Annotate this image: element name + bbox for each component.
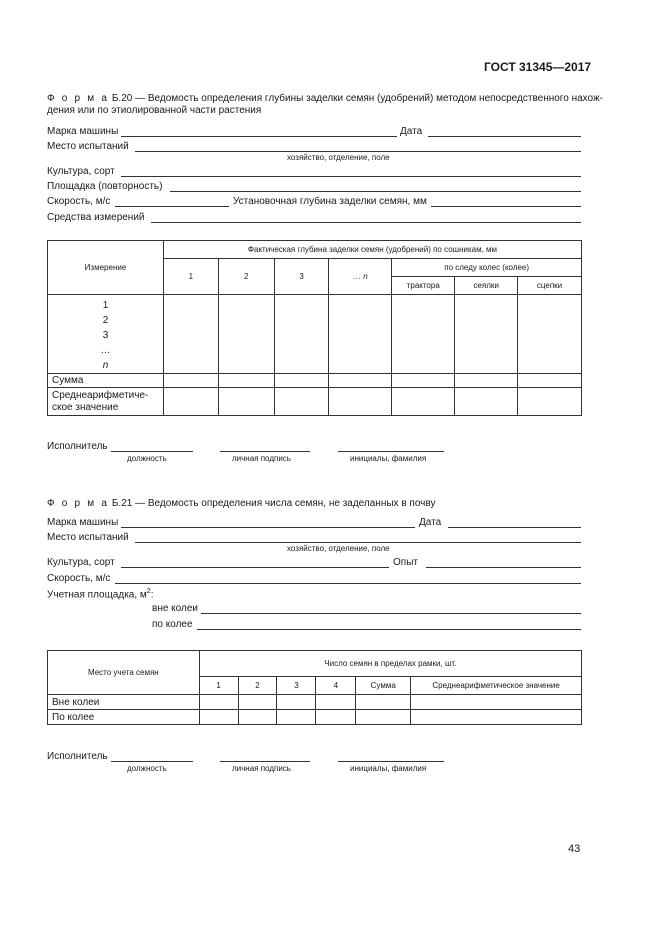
cell[interactable] xyxy=(274,295,329,374)
cell[interactable] xyxy=(316,710,356,725)
form21-title xyxy=(47,498,435,509)
cell[interactable] xyxy=(392,295,455,374)
form20-place-label: Место испытаний xyxy=(47,141,129,152)
cell[interactable] xyxy=(274,374,329,388)
form20-label: Ф о р м а xyxy=(47,93,110,104)
form20-position-hint: должность xyxy=(127,454,167,463)
form21-experiment-label: Опыт xyxy=(393,557,418,568)
cell[interactable] xyxy=(356,695,411,710)
col-header-1: 1 xyxy=(199,677,238,695)
col-header-2: 2 xyxy=(238,677,277,695)
form21-experiment-field[interactable] xyxy=(426,567,581,568)
cell[interactable] xyxy=(274,388,329,416)
form20-signature-field[interactable] xyxy=(220,451,310,452)
cell[interactable] xyxy=(163,295,218,374)
form21-position-field[interactable] xyxy=(111,761,193,762)
form20-brand-field[interactable] xyxy=(121,136,397,137)
form20-instruments-label: Средства измерений xyxy=(47,212,145,223)
cell[interactable] xyxy=(329,295,392,374)
form20-date-field[interactable] xyxy=(428,136,581,137)
form20-brand-label: Марка машины xyxy=(47,126,119,137)
form21-title-text: Б.21 — Ведомость определения числа семян, не заделанных в почву xyxy=(111,498,436,509)
count-header: Число семян в пределах рамки, шт. xyxy=(199,651,581,677)
form20-table xyxy=(47,240,582,416)
cell[interactable] xyxy=(356,710,411,725)
row-n: n xyxy=(102,360,109,371)
form20-name-hint: инициалы, фамилия xyxy=(350,454,427,463)
cell[interactable] xyxy=(392,388,455,416)
form21-date-label: Дата xyxy=(419,517,442,528)
form20-setdepth-field[interactable] xyxy=(431,206,581,207)
form21-signature-hint: личная подпись xyxy=(232,764,291,773)
form21-area-text: Учетная площадка, м xyxy=(47,589,147,601)
sum-label: Сумма xyxy=(48,374,164,388)
col-header-hitch: сцепки xyxy=(518,277,582,295)
form21-position-hint: должность xyxy=(127,764,167,773)
col-header-2: 2 xyxy=(218,259,274,295)
form20-speed-label: Скорость, м/с xyxy=(47,196,111,207)
form20-setdepth-label: Установочная глубина заделки семян, мм xyxy=(233,196,427,207)
cell[interactable] xyxy=(163,388,218,416)
avg-label-line2: ское значение xyxy=(52,401,119,413)
document-code: ГОСТ 31345—2017 xyxy=(484,60,592,74)
measure-header: Измерение xyxy=(48,241,164,295)
form21-place-hint: хозяйство, отделение, поле xyxy=(287,544,390,553)
form21-outside-label: вне колеи xyxy=(152,603,198,614)
cell[interactable] xyxy=(277,695,316,710)
cell[interactable] xyxy=(518,388,582,416)
cell[interactable] xyxy=(329,374,392,388)
col-header-3: 3 xyxy=(277,677,316,695)
form21-culture-field[interactable] xyxy=(121,567,389,568)
row-3: 3 xyxy=(102,330,109,341)
cell[interactable] xyxy=(218,295,274,374)
form21-date-field[interactable] xyxy=(448,527,581,528)
row-2: 2 xyxy=(102,315,109,326)
col-header-1: 1 xyxy=(163,259,218,295)
cell[interactable] xyxy=(455,295,518,374)
form21-signature-field[interactable] xyxy=(220,761,310,762)
form21-area-label xyxy=(47,588,153,600)
form20-signature-hint: личная подпись xyxy=(232,454,291,463)
col-header-seeder: сеялки xyxy=(455,277,518,295)
form20-date-label: Дата xyxy=(400,126,423,137)
cell[interactable] xyxy=(518,374,582,388)
form21-speed-label: Скорость, м/с xyxy=(47,573,111,584)
page-number: 43 xyxy=(568,843,581,855)
form21-area-sup: 2 xyxy=(146,588,151,595)
form21-table xyxy=(47,650,582,725)
form21-area-suffix: : xyxy=(150,589,154,601)
form20-place-field[interactable] xyxy=(135,151,581,152)
col-header-n: … n xyxy=(329,259,392,295)
cell[interactable] xyxy=(392,374,455,388)
row-outside-label: Вне колеи xyxy=(48,695,200,710)
form20-place-hint: хозяйство, отделение, поле xyxy=(287,153,390,162)
form20-title xyxy=(47,93,603,104)
form20-area-label: Площадка (повторность) xyxy=(47,181,163,192)
form20-speed-field[interactable] xyxy=(115,206,229,207)
row-1: 1 xyxy=(102,300,109,311)
form21-executor-label: Исполнитель xyxy=(47,751,108,762)
form20-culture-label: Культура, сорт xyxy=(47,166,115,177)
form21-name-hint: инициалы, фамилия xyxy=(350,764,427,773)
form20-culture-field[interactable] xyxy=(121,176,581,177)
col-header-4: 4 xyxy=(316,677,356,695)
cell[interactable] xyxy=(218,374,274,388)
col-header-3: 3 xyxy=(274,259,329,295)
measurement-numbers xyxy=(48,295,164,374)
form21-ontrack-label: по колее xyxy=(152,619,193,630)
form21-speed-field[interactable] xyxy=(115,583,581,584)
place-header: Место учета семян xyxy=(48,651,200,695)
form20-title-text: Б.20 — Ведомость определения глубины заделки семян (удобрений) методом непосредственного нахож- xyxy=(111,93,604,104)
form21-culture-label: Культура, сорт xyxy=(47,557,115,568)
avg-label-line1: Среднеарифметиче- xyxy=(52,389,149,401)
cell[interactable] xyxy=(163,374,218,388)
form21-name-field[interactable] xyxy=(338,761,444,762)
cell[interactable] xyxy=(518,295,582,374)
form21-outside-field[interactable] xyxy=(201,613,581,614)
cell[interactable] xyxy=(411,710,582,725)
cell[interactable] xyxy=(455,388,518,416)
cell[interactable] xyxy=(238,695,277,710)
depth-header: Фактическая глубина заделки семян (удобрений) по сошникам, мм xyxy=(163,241,581,259)
form21-label: Ф о р м а xyxy=(47,498,110,509)
row-ontrack-label: По колее xyxy=(48,710,200,725)
form20-instruments-field[interactable] xyxy=(151,222,581,223)
col-header-tractor: трактора xyxy=(392,277,455,295)
form20-name-field[interactable] xyxy=(338,451,444,452)
form21-place-field[interactable] xyxy=(135,542,581,543)
form21-brand-field[interactable] xyxy=(121,527,415,528)
avg-label xyxy=(48,388,164,416)
cell[interactable] xyxy=(455,374,518,388)
form21-place-label: Место испытаний xyxy=(47,532,129,543)
form20-executor-label: Исполнитель xyxy=(47,441,108,452)
cell[interactable] xyxy=(199,695,238,710)
form20-title-line2: дения или по этиолированной части растения xyxy=(47,105,262,116)
cell[interactable] xyxy=(316,695,356,710)
form20-area-field[interactable] xyxy=(170,191,581,192)
row-ellipsis: … xyxy=(100,345,111,356)
wheel-track-header: по следу колес (колее) xyxy=(392,259,582,277)
col-header-avg: Среднеарифметическое значение xyxy=(411,677,582,695)
cell[interactable] xyxy=(218,388,274,416)
cell[interactable] xyxy=(277,710,316,725)
cell[interactable] xyxy=(411,695,582,710)
cell[interactable] xyxy=(238,710,277,725)
col-header-sum: Сумма xyxy=(356,677,411,695)
form21-brand-label: Марка машины xyxy=(47,517,119,528)
cell[interactable] xyxy=(329,388,392,416)
form20-position-field[interactable] xyxy=(111,451,193,452)
cell[interactable] xyxy=(199,710,238,725)
form21-ontrack-field[interactable] xyxy=(197,629,581,630)
